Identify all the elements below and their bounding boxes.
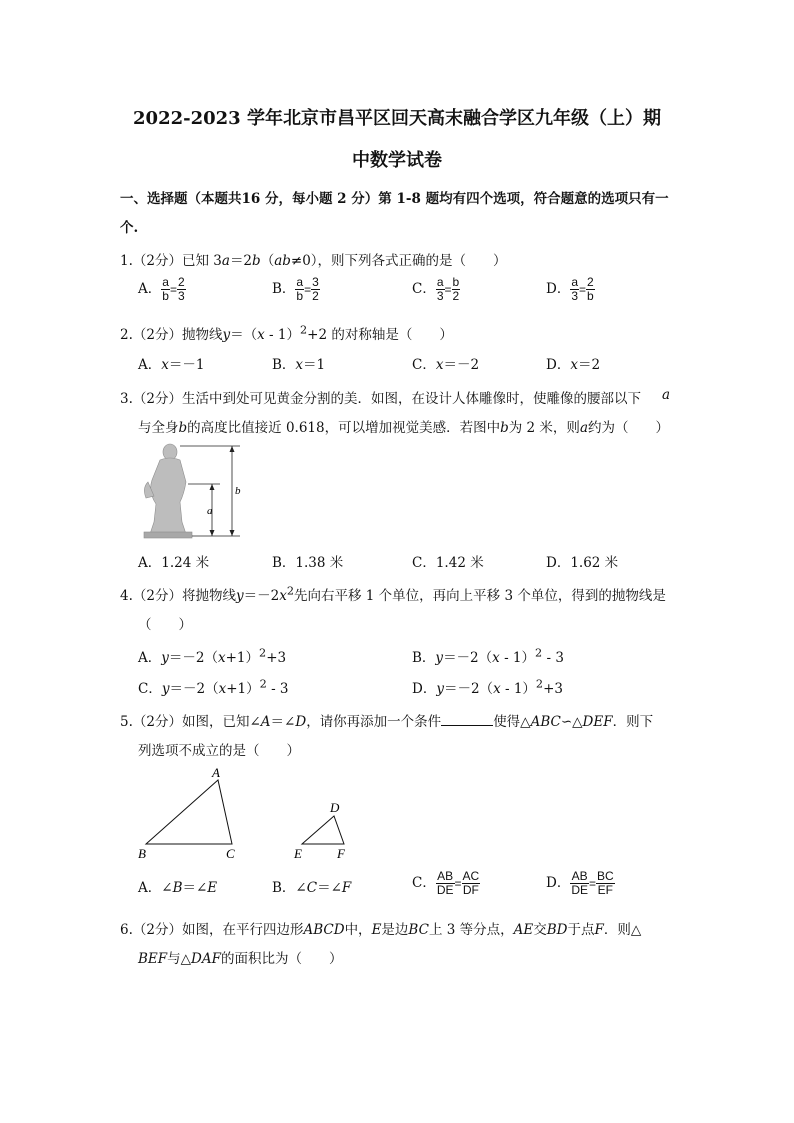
answer-blank[interactable] [441, 713, 493, 726]
q3-option-b[interactable]: B．1.38 米 [272, 555, 344, 571]
q1-option-b[interactable]: B． $\frac{a}{b}$ = $\frac{3}{2}$ [272, 275, 319, 303]
exam-title-line2: 中数学试卷 [352, 150, 442, 171]
question-5: 5.（2分）如图，已知∠A＝∠D，请你再添加一个条件 使得△ABC∽△DEF．则下 [120, 714, 654, 730]
question-3-var-a: a [662, 387, 671, 403]
q5-option-a[interactable]: A．∠B＝∠E [138, 880, 218, 896]
q3-option-c[interactable]: C．1.42 米 [412, 555, 484, 571]
q1-option-a[interactable]: A． $\frac{a}{b}$ = $\frac{2}{3}$ [138, 275, 185, 303]
q5-option-d[interactable]: D． $\frac{AB}{DE}$ = $\frac{BC}{EF}$ [546, 869, 614, 897]
q5-option-c[interactable]: C． $\frac{AB}{DE}$ = $\frac{AC}{DF}$ [412, 869, 480, 897]
vertex-d-label: D [330, 800, 340, 815]
section-heading: 一、选择题（本题共16 分，每小题 2 分）第 1-8 题均有四个选项，符合题意的选项只有一 [120, 191, 669, 207]
q4-option-b[interactable]: B．y＝－2（x - 1）$^2$ - 3 [412, 646, 564, 666]
q4-option-d[interactable]: D．y＝－2（x - 1）$^2$+3 [412, 677, 563, 697]
question-3: 3.（2分）生活中到处可见黄金分割的美．如图，在设计人体雕像时，使雕像的腰部以下 [120, 391, 641, 407]
triangles-figure [130, 764, 360, 864]
question-5-line2: 列选项不成立的是（ ） [138, 743, 300, 759]
question-4: 4.（2分）将抛物线$y=-2x^2$先向右平移 1 个单位，再向上平移 3 个单位，得到的抛物线是 [120, 584, 666, 604]
question-1: 1.（2分）已知 3a＝2b（ab≠0），则下列各式正确的是（ ） [120, 253, 507, 269]
q4-option-c[interactable]: C．$y=-2(x+1)^2 - 3$ [138, 677, 289, 697]
question-3-line2: 与全身b的高度比值接近 0.618，可以增加视觉美感．若图中b为 2 米，则a约为（ ） [138, 420, 669, 436]
question-4-line2: （ ） [138, 617, 192, 633]
question-6: 6.（2分）如图，在平行四边形ABCD中，E是边BC上 3 等分点，AE交BD于点F．则△ [120, 922, 642, 938]
vertex-c-label: C [226, 846, 235, 861]
exam-title-line1: 2022-2023 学年北京市昌平区回天高末融合学区九年级（上）期 [133, 108, 661, 129]
triangle-def [302, 816, 344, 844]
q2-option-d[interactable]: D．x＝2 [546, 357, 601, 373]
label-a: a [207, 505, 213, 517]
q5-option-b[interactable]: B．∠C＝∠F [272, 880, 352, 896]
q2-option-b[interactable]: B．x＝1 [272, 357, 326, 373]
q1-option-c[interactable]: C． $\frac{a}{3}$ = $\frac{b}{2}$ [412, 275, 460, 303]
triangle-abc [146, 780, 232, 844]
q2-option-c[interactable]: C．x＝－2 [412, 357, 480, 373]
q1-option-d[interactable]: D． $\frac{a}{3}$ = $\frac{2}{b}$ [546, 275, 594, 303]
vertex-f-label: F [337, 846, 345, 861]
statue-figure [140, 442, 250, 540]
vertex-a-label: A [212, 765, 220, 780]
vertex-e-label: E [294, 846, 302, 861]
q2-option-a[interactable]: A．x＝－1 [138, 357, 205, 373]
vertex-b-label: B [138, 846, 146, 861]
q3-option-d[interactable]: D．1.62 米 [546, 555, 619, 571]
label-b: b [235, 485, 241, 497]
q4-option-a[interactable]: A．$y=-2(x+1)^2+3$ [138, 646, 287, 666]
question-2: 2.（2分）抛物线y＝（x - 1）$^2$+2 的对称轴是（ ） [120, 323, 453, 343]
q3-option-a[interactable]: A．1.24 米 [138, 555, 210, 571]
question-6-line2: BEF与△DAF的面积比为（ ） [138, 951, 343, 967]
section-heading-cont: 个. [120, 220, 139, 236]
